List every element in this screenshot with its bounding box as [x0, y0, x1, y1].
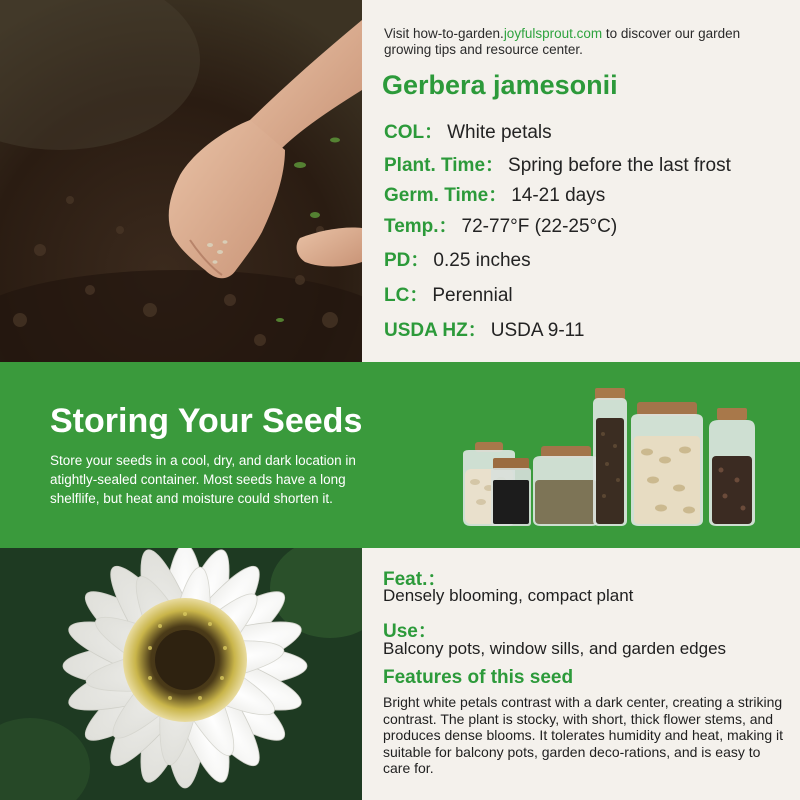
- gerbera-flower-illustration: [0, 548, 362, 800]
- spec-life-cycle: [384, 280, 513, 307]
- storing-text: Store your seeds in a cool, dry, and dark location in atightly-sealed container. Most seeds have a long shelflife, but heat and moisture could shorten it.: [50, 453, 356, 506]
- jar-grass-seed: [533, 446, 599, 526]
- jar-black-seeds: [491, 458, 531, 526]
- spec-value: Perennial: [432, 285, 513, 306]
- storing-title: Storing Your Seeds: [50, 402, 363, 440]
- spec-value: 0.25 inches: [433, 250, 531, 271]
- spec-label: PD：: [384, 250, 430, 271]
- spec-label: Temp.：: [384, 216, 458, 237]
- feat-label: Feat.：: [383, 569, 447, 590]
- features-text: Bright white petals contrast with a dark center, creating a striking contrast. The plant is stocky, with short, thick flower stems, and produces dense blooms. It tolerates humidity and heat, making it suitable for balcony pots, garden deco-rations, and is easy to care for.: [383, 694, 783, 776]
- jar-tall-seeds: [593, 388, 627, 526]
- jar-pumpkin-seeds: [631, 402, 703, 526]
- visit-notice: [384, 26, 784, 58]
- spec-label: Germ. Time：: [384, 185, 508, 206]
- soil-hand-illustration: [0, 0, 362, 362]
- spec-label: COL：: [384, 122, 444, 143]
- spec-label: USDA HZ：: [384, 320, 487, 341]
- white-gerbera-photo: [0, 548, 362, 800]
- features-label: Features of this seed: [383, 667, 574, 688]
- spec-label: Plant. Time：: [384, 155, 505, 176]
- spec-plant-time: [384, 150, 731, 177]
- storing-seeds-band: [0, 362, 800, 548]
- top-section: [0, 0, 800, 362]
- spec-usda-zone: [384, 315, 584, 342]
- spec-color: [384, 117, 552, 144]
- soil-hand-photo: [0, 0, 362, 362]
- jar-mixed-seeds: [709, 408, 755, 526]
- spec-planting-depth: [384, 245, 531, 272]
- plant-info-panel: [362, 0, 800, 362]
- visit-prefix: Visit how-to-garden.: [384, 26, 504, 41]
- spec-value: USDA 9-11: [490, 320, 585, 341]
- spec-label: LC：: [384, 285, 429, 306]
- use-text: Balcony pots, window sills, and garden edges: [383, 639, 727, 658]
- use-label: Use：: [383, 621, 437, 642]
- seed-jars-illustration: [455, 384, 765, 529]
- spec-germ-time: [384, 180, 605, 207]
- plant-name: Gerbera jamesonii: [382, 70, 618, 100]
- spec-value: Spring before the last frost: [508, 155, 731, 176]
- spec-value: White petals: [447, 122, 552, 143]
- seed-details-panel: [362, 548, 800, 800]
- spec-temperature: [384, 211, 617, 238]
- site-link[interactable]: joyfulsprout.com: [503, 26, 603, 41]
- spec-value: 14-21 days: [511, 185, 606, 206]
- feat-text: Densely blooming, compact plant: [383, 586, 634, 605]
- spec-value: 72-77°F (22-25°C): [461, 216, 618, 237]
- visit-suffix: to discover our garden growing tips and resource center.: [384, 26, 741, 57]
